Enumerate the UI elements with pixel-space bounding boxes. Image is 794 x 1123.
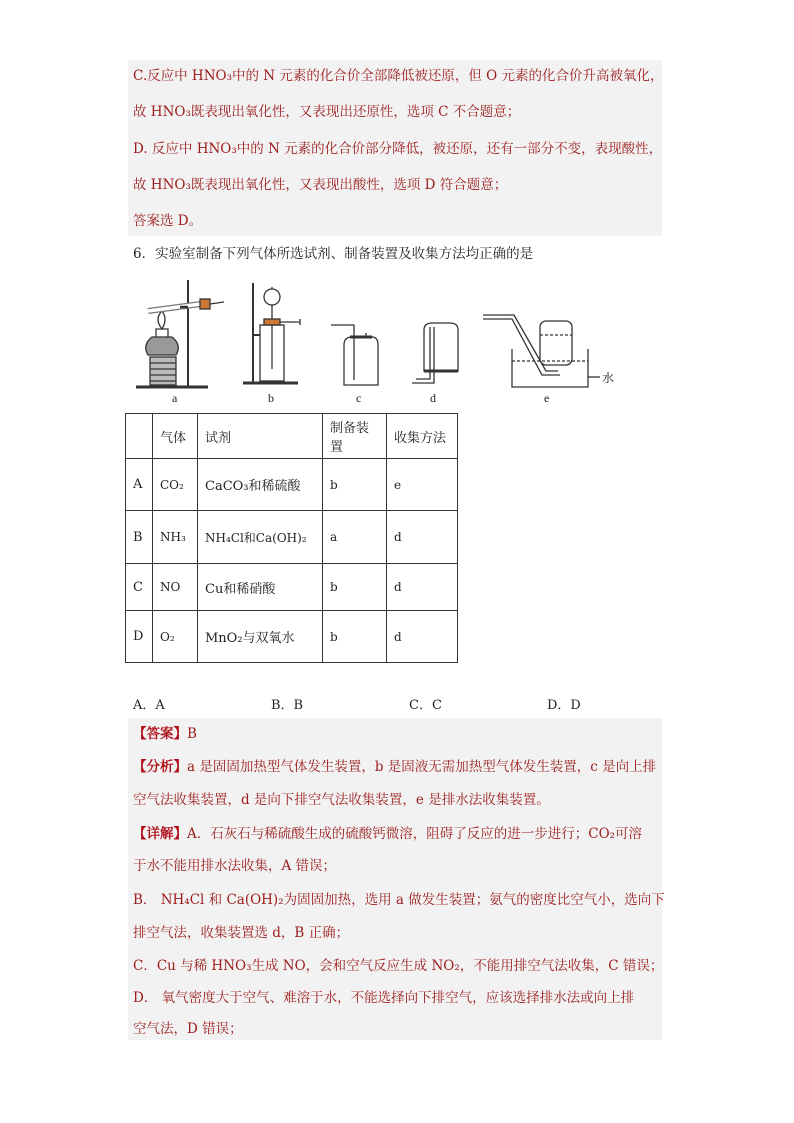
label-d: d <box>430 391 436 405</box>
option-cell: D <box>126 611 153 663</box>
choice-c[interactable]: C．C <box>409 698 442 713</box>
apparatus-figure <box>128 275 628 410</box>
option-cell: B <box>126 511 153 564</box>
header-cell: 试剂 <box>198 414 323 459</box>
answer-tag: 【答案】 <box>133 726 187 742</box>
reagent-cell: NH₄Cl和Ca(OH)₂ <box>198 511 323 564</box>
detail-line-d2: 空气法，D 错误； <box>133 1021 243 1037</box>
explanation-d-line1: D. 反应中 HNO₃中的 N 元素的化合价部分降低，被还原，还有一部分不变，表现酸性， <box>133 141 663 157</box>
analysis-line2: 空气法收集装置，d 是向下排空气法收集装置，e 是排水法收集装置。 <box>133 792 550 808</box>
table-row <box>126 459 458 511</box>
options-table <box>125 413 458 663</box>
collect-cell: d <box>387 511 458 564</box>
label-a: a <box>172 391 178 405</box>
choice-b[interactable]: B．B <box>271 698 304 713</box>
answer-line <box>133 724 197 744</box>
question-stem: 6．实验室制备下列气体所选试剂、制备装置及收集方法均正确的是 <box>133 246 534 262</box>
analysis-line1 <box>133 757 656 777</box>
detail-line-b1: B． NH₄Cl 和 Ca(OH)₂为固固加热，选用 a 做发生装置；氨气的密度比空气小，选向下 <box>133 892 665 908</box>
header-cell: 收集方法 <box>387 414 458 459</box>
gas-cell: NH₃ <box>153 511 198 564</box>
label-water: 水 <box>602 371 615 385</box>
detail-line-d1: D． 氧气密度大于空气、难溶于水，不能选择向下排空气，应该选择排水法或向上排 <box>133 990 635 1006</box>
apparatus-c <box>331 325 378 385</box>
collect-cell: d <box>387 564 458 611</box>
gas-cell: O₂ <box>153 611 198 663</box>
option-cell: C <box>126 564 153 611</box>
answer-line-top: 答案选 D。 <box>133 213 203 229</box>
detail-line-b2: 排空气法，收集装置选 d，B 正确； <box>133 925 350 941</box>
explanation-c-line2: 故 HNO₃既表现出氧化性，又表现出还原性，选项 C 不合题意； <box>133 104 521 120</box>
choice-d[interactable]: D．D <box>547 698 581 713</box>
gas-cell: NO <box>153 564 198 611</box>
explanation-c-line1: C.反应中 HNO₃中的 N 元素的化合价全部降低被还原，但 O 元素的化合价升高被氧化， <box>133 68 664 84</box>
analysis-text-1: a 是固固加热型气体发生装置，b 是固液无需加热型气体发生装置，c 是向上排 <box>187 759 657 775</box>
apparatus-b <box>243 283 300 383</box>
detail-line-c1: C．Cu 与稀 HNO₃生成 NO，会和空气反应生成 NO₂，不能用排空气法收集，C 错误； <box>133 958 664 974</box>
header-cell <box>126 414 153 459</box>
answer-value: B <box>187 726 197 742</box>
reagent-cell: Cu和稀硝酸 <box>198 564 323 611</box>
table-header-row <box>126 414 458 459</box>
collect-cell: e <box>387 459 458 511</box>
header-cell: 制备装置 <box>323 414 387 459</box>
detail-line-a1 <box>133 824 642 844</box>
header-cell: 气体 <box>153 414 198 459</box>
reagent-cell: CaCO₃和稀硫酸 <box>198 459 323 511</box>
device-cell: a <box>323 511 387 564</box>
option-cell: A <box>126 459 153 511</box>
apparatus-d <box>412 323 458 383</box>
device-cell: b <box>323 459 387 511</box>
table-row <box>126 511 458 564</box>
reagent-cell: MnO₂与双氧水 <box>198 611 323 663</box>
detail-text-a1: A．石灰石与稀硫酸生成的硫酸钙微溶，阻碍了反应的进一步进行；CO₂可溶 <box>187 826 643 842</box>
choice-a[interactable]: A．A <box>133 698 165 713</box>
label-e: e <box>544 391 550 405</box>
analysis-tag: 【分析】 <box>133 759 187 775</box>
apparatus-e <box>483 315 600 387</box>
table-row <box>126 611 458 663</box>
apparatus-a <box>136 280 224 387</box>
label-b: b <box>268 391 274 405</box>
detail-tag: 【详解】 <box>133 826 187 842</box>
detail-line-a2: 于水不能用排水法收集，A 错误； <box>133 858 337 874</box>
gas-cell: CO₂ <box>153 459 198 511</box>
explanation-d-line2: 故 HNO₃既表现出氧化性，又表现出酸性，选项 D 符合题意； <box>133 177 508 193</box>
collect-cell: d <box>387 611 458 663</box>
label-c: c <box>356 391 362 405</box>
table-row <box>126 564 458 611</box>
device-cell: b <box>323 611 387 663</box>
device-cell: b <box>323 564 387 611</box>
